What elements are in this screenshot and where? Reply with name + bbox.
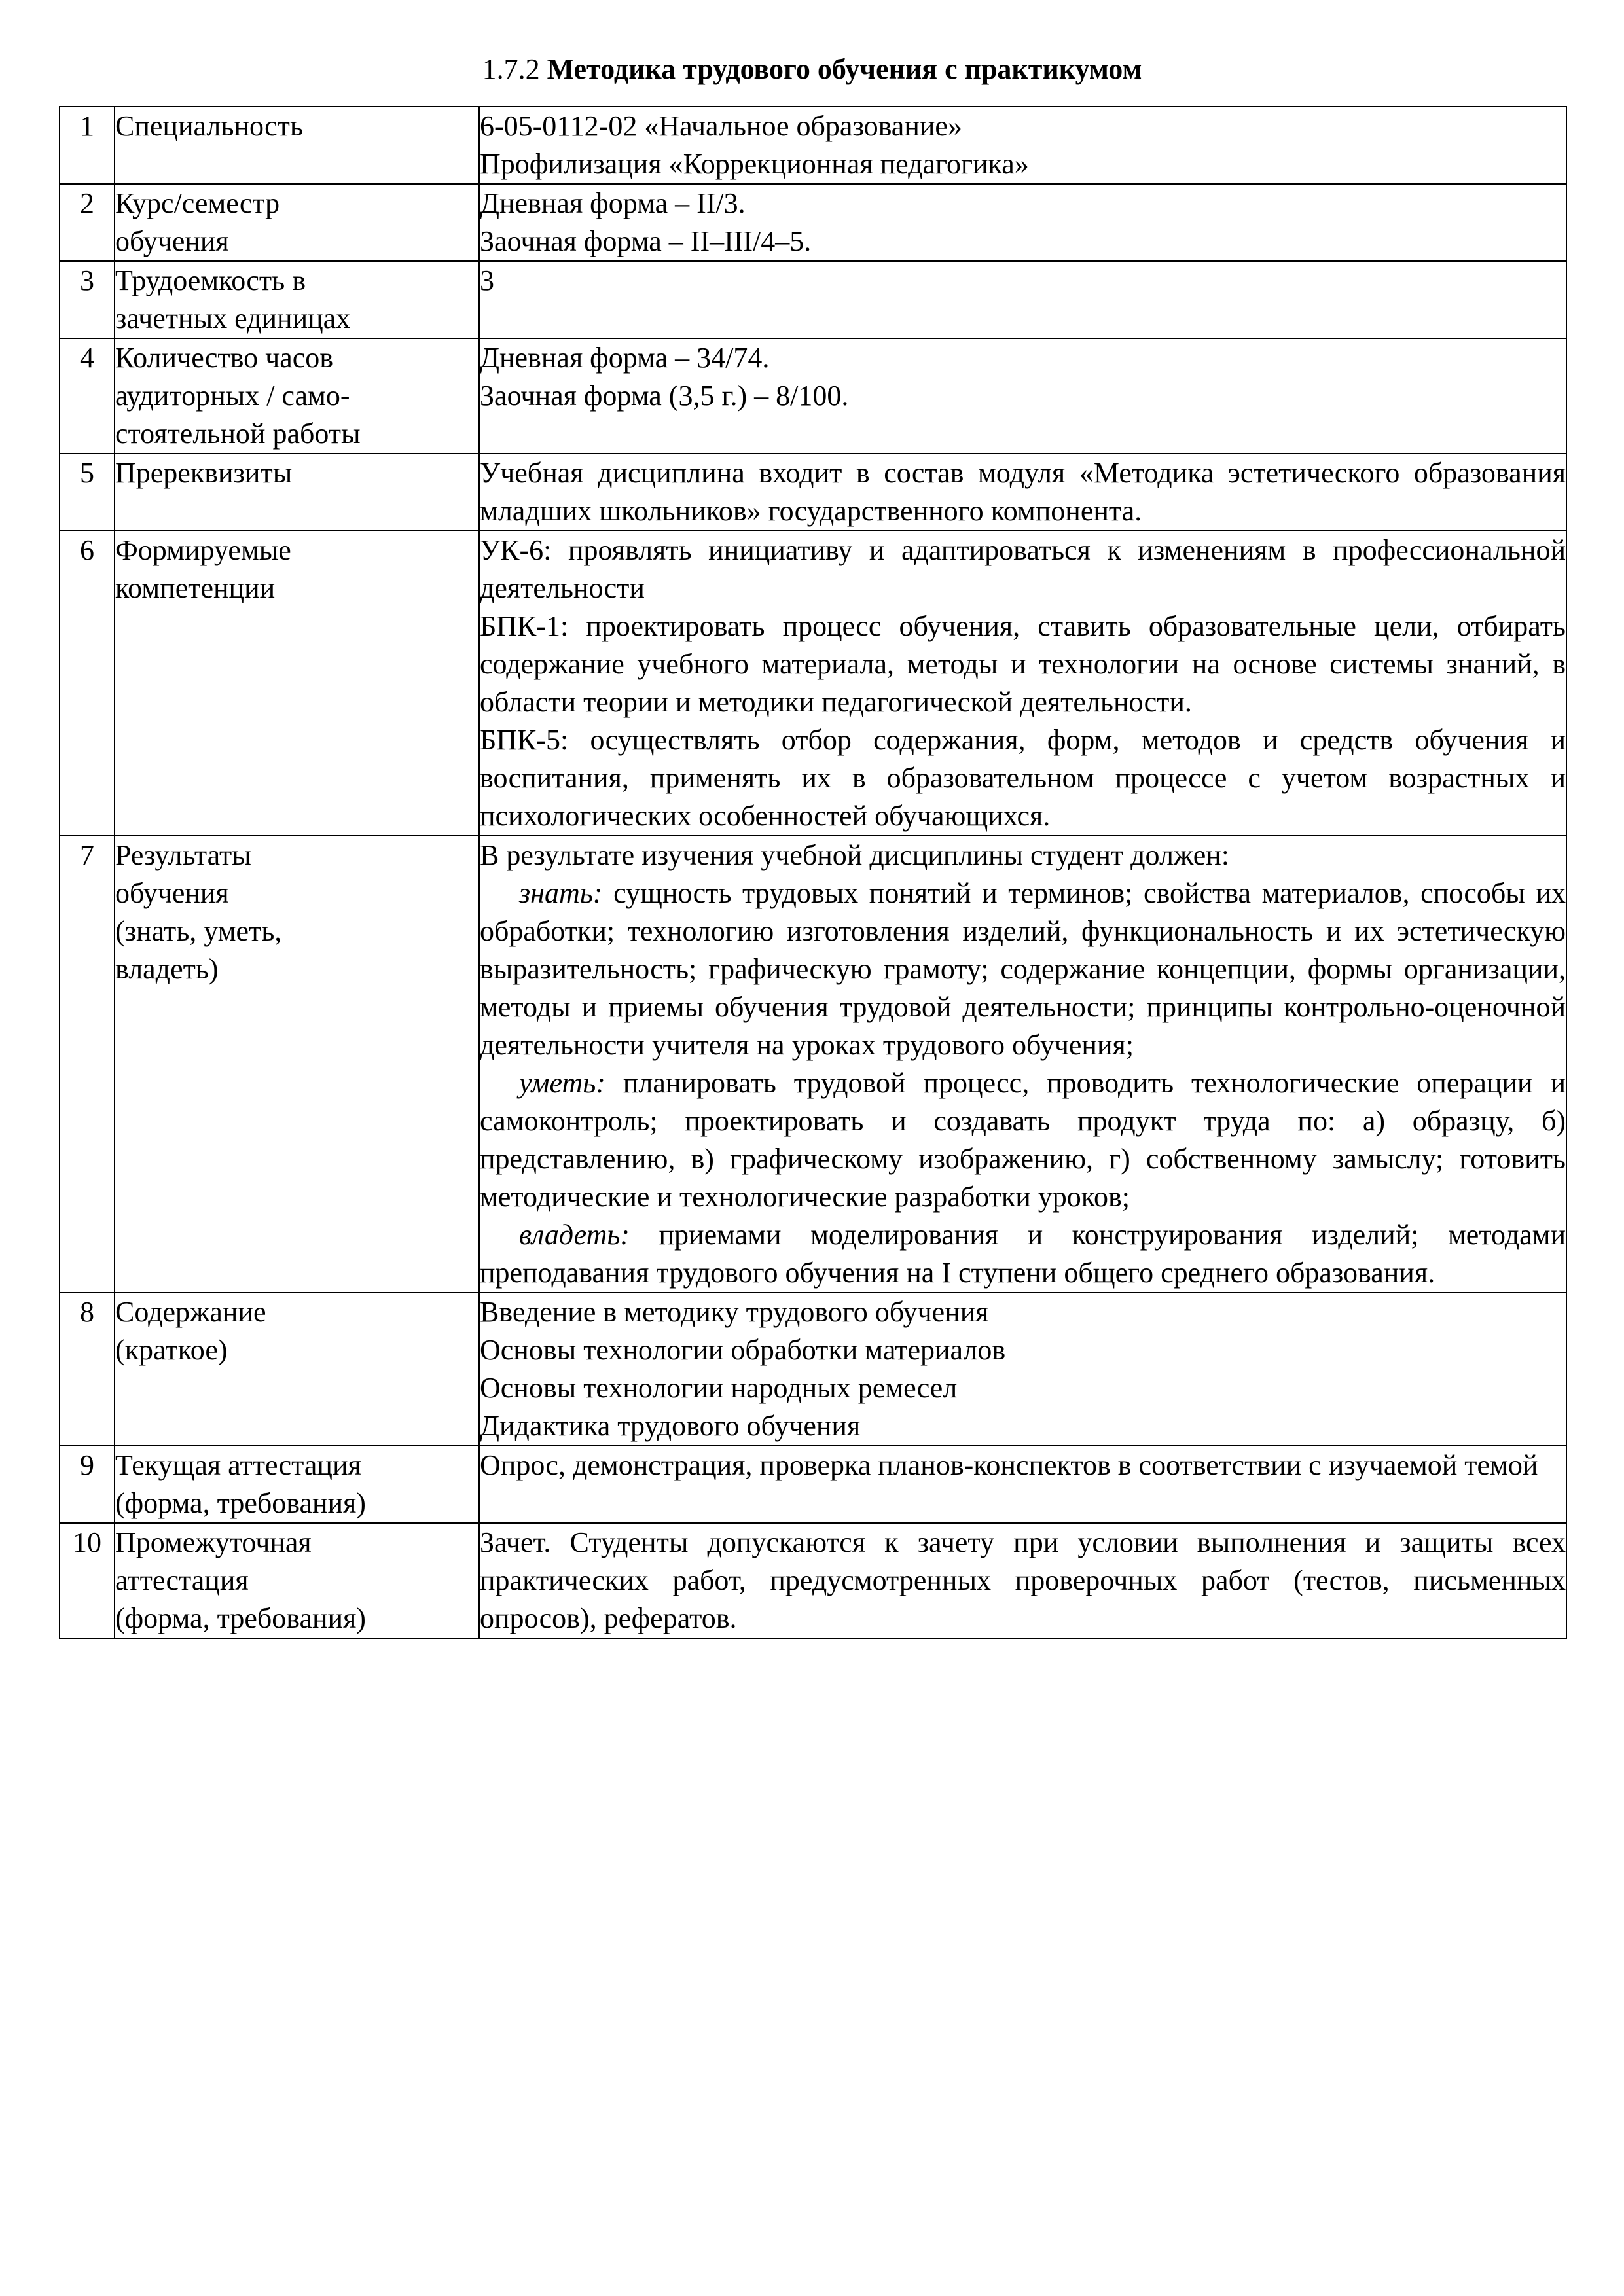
row-label (115, 531, 479, 836)
value-line: Заочная форма – II–III/4–5. (480, 225, 812, 257)
row-label-line: зачетных единицах (115, 302, 351, 334)
outcome-term: уметь: (519, 1067, 605, 1099)
row-value (479, 184, 1566, 261)
outcome-term: знать: (519, 877, 603, 909)
row-number: 1 (60, 107, 115, 184)
value-line: 6-05-0112-02 «Начальное образование» (480, 110, 962, 142)
row-label-line: обучения (115, 877, 229, 909)
outcome-text: сущность трудовых понятий и терминов; свойства материалов, способы их обработки; технологию изготовления изделий, функциональность и их эстетическую выразительность; графическую грамоту; содержание концепции, формы организации, методы и приемы обучения трудовой деятельности; принципы контрольно-оценочной деятельности учителя на уроках трудового обучения; (480, 877, 1566, 1061)
row-label-line: Трудоемкость в (115, 264, 306, 296)
row-label-line: компетенции (115, 572, 276, 604)
row-value (479, 261, 1566, 338)
content-topic: Основы технологии народных ремесел (480, 1372, 958, 1404)
row-label-line: (краткое) (115, 1334, 228, 1366)
row-label (115, 261, 479, 338)
row-label-line: Пререквизиты (115, 457, 293, 489)
value-line: Дневная форма – 34/74. (480, 342, 770, 374)
content-topic: Введение в методику трудового обучения (480, 1296, 989, 1328)
section-number: 1.7.2 (482, 53, 540, 85)
row-value (479, 454, 1566, 531)
value-paragraph: Учебная дисциплина входит в состав модуля «Методика эстетического образования младших школьников» государственного компонента. (480, 457, 1566, 527)
table-row (60, 184, 1566, 261)
row-label-line: (форма, требования) (115, 1487, 366, 1519)
row-number: 8 (60, 1293, 115, 1446)
row-number: 6 (60, 531, 115, 836)
table-row (60, 1446, 1566, 1523)
discipline-card-table (59, 106, 1567, 1639)
row-label (115, 338, 479, 454)
section-name: Методика трудового обучения с практикумом (547, 53, 1142, 85)
row-label-line: аттестация (115, 1564, 249, 1596)
row-label (115, 454, 479, 531)
table-row (60, 836, 1566, 1293)
competence-paragraph: БПК-5: осуществлять отбор содержания, форм, методов и средств обучения и воспитания, применять их в образовательном процессе с учетом возрастных и психологических особенностей обучающихся. (480, 724, 1566, 832)
outcomes-intro: В результате изучения учебной дисциплины студент должен: (480, 839, 1230, 871)
row-label-line: Количество часов (115, 342, 334, 374)
value-paragraph: Опрос, демонстрация, проверка планов-конспектов в соответствии с изучаемой темой (480, 1449, 1538, 1481)
table-row (60, 338, 1566, 454)
value-line: 3 (480, 264, 494, 296)
table-row (60, 531, 1566, 836)
row-number: 4 (60, 338, 115, 454)
value-line: Профилизация «Коррекционная педагогика» (480, 148, 1029, 180)
row-label (115, 836, 479, 1293)
row-number: 7 (60, 836, 115, 1293)
outcome-paragraph (480, 874, 1566, 1064)
row-label-line: обучения (115, 225, 229, 257)
row-label-line: владеть) (115, 953, 219, 985)
row-label (115, 1293, 479, 1446)
competence-paragraph: БПК-1: проектировать процесс обучения, ставить образовательные цели, отбирать содержание учебного материала, методы и технологии на основе системы знаний, в области теории и методики педагогической деятельности. (480, 610, 1566, 718)
row-label-line: Формируемые (115, 534, 291, 566)
page-title (0, 51, 1624, 88)
row-number: 9 (60, 1446, 115, 1523)
table-row (60, 454, 1566, 531)
row-label-line: Специальность (115, 110, 303, 142)
row-value (479, 1523, 1566, 1638)
row-label (115, 107, 479, 184)
row-label-line: (форма, требования) (115, 1602, 366, 1634)
row-number: 2 (60, 184, 115, 261)
value-line: Дневная форма – II/3. (480, 187, 746, 219)
row-label-line: Курс/семестр (115, 187, 280, 219)
outcome-term: владеть: (519, 1219, 630, 1251)
row-value (479, 836, 1566, 1293)
row-value (479, 1446, 1566, 1523)
outcome-paragraph (480, 1216, 1566, 1292)
row-label-line: Содержание (115, 1296, 266, 1328)
row-label (115, 1446, 479, 1523)
table-row (60, 1523, 1566, 1638)
row-label (115, 1523, 479, 1638)
row-label-line: стоятельной работы (115, 418, 361, 450)
competence-paragraph: УК-6: проявлять инициативу и адаптироваться к изменениям в профессиональной деятельности (480, 534, 1566, 604)
row-number: 5 (60, 454, 115, 531)
row-value (479, 338, 1566, 454)
outcome-paragraph (480, 1064, 1566, 1216)
content-topic: Основы технологии обработки материалов (480, 1334, 1006, 1366)
content-topic: Дидактика трудового обучения (480, 1410, 861, 1442)
outcome-text: планировать трудовой процесс, проводить технологические операции и самоконтроль; проектировать и создавать продукт труда по: а) образцу, б) представлению, в) графическому изображению, г) собственному замыслу; готовить методические и технологические разработки уроков; (480, 1067, 1566, 1213)
row-value (479, 107, 1566, 184)
row-label-line: Промежуточная (115, 1526, 312, 1558)
table-row (60, 1293, 1566, 1446)
outcome-text: приемами моделирования и конструирования изделий; методами преподавания трудового обучения на I ступени общего среднего образования. (480, 1219, 1566, 1289)
row-value (479, 1293, 1566, 1446)
row-label-line: Текущая аттестация (115, 1449, 361, 1481)
value-line: Заочная форма (3,5 г.) – 8/100. (480, 380, 849, 412)
row-label (115, 184, 479, 261)
row-label-line: (знать, уметь, (115, 915, 282, 947)
value-paragraph: Зачет. Студенты допускаются к зачету при условии выполнения и защиты всех практических работ, предусмотренных проверочных работ (тестов, письменных опросов), рефератов. (480, 1526, 1566, 1634)
table-row (60, 107, 1566, 184)
row-label-line: аудиторных / само- (115, 380, 350, 412)
row-label-line: Результаты (115, 839, 251, 871)
table-row (60, 261, 1566, 338)
row-number: 3 (60, 261, 115, 338)
row-number: 10 (60, 1523, 115, 1638)
row-value (479, 531, 1566, 836)
